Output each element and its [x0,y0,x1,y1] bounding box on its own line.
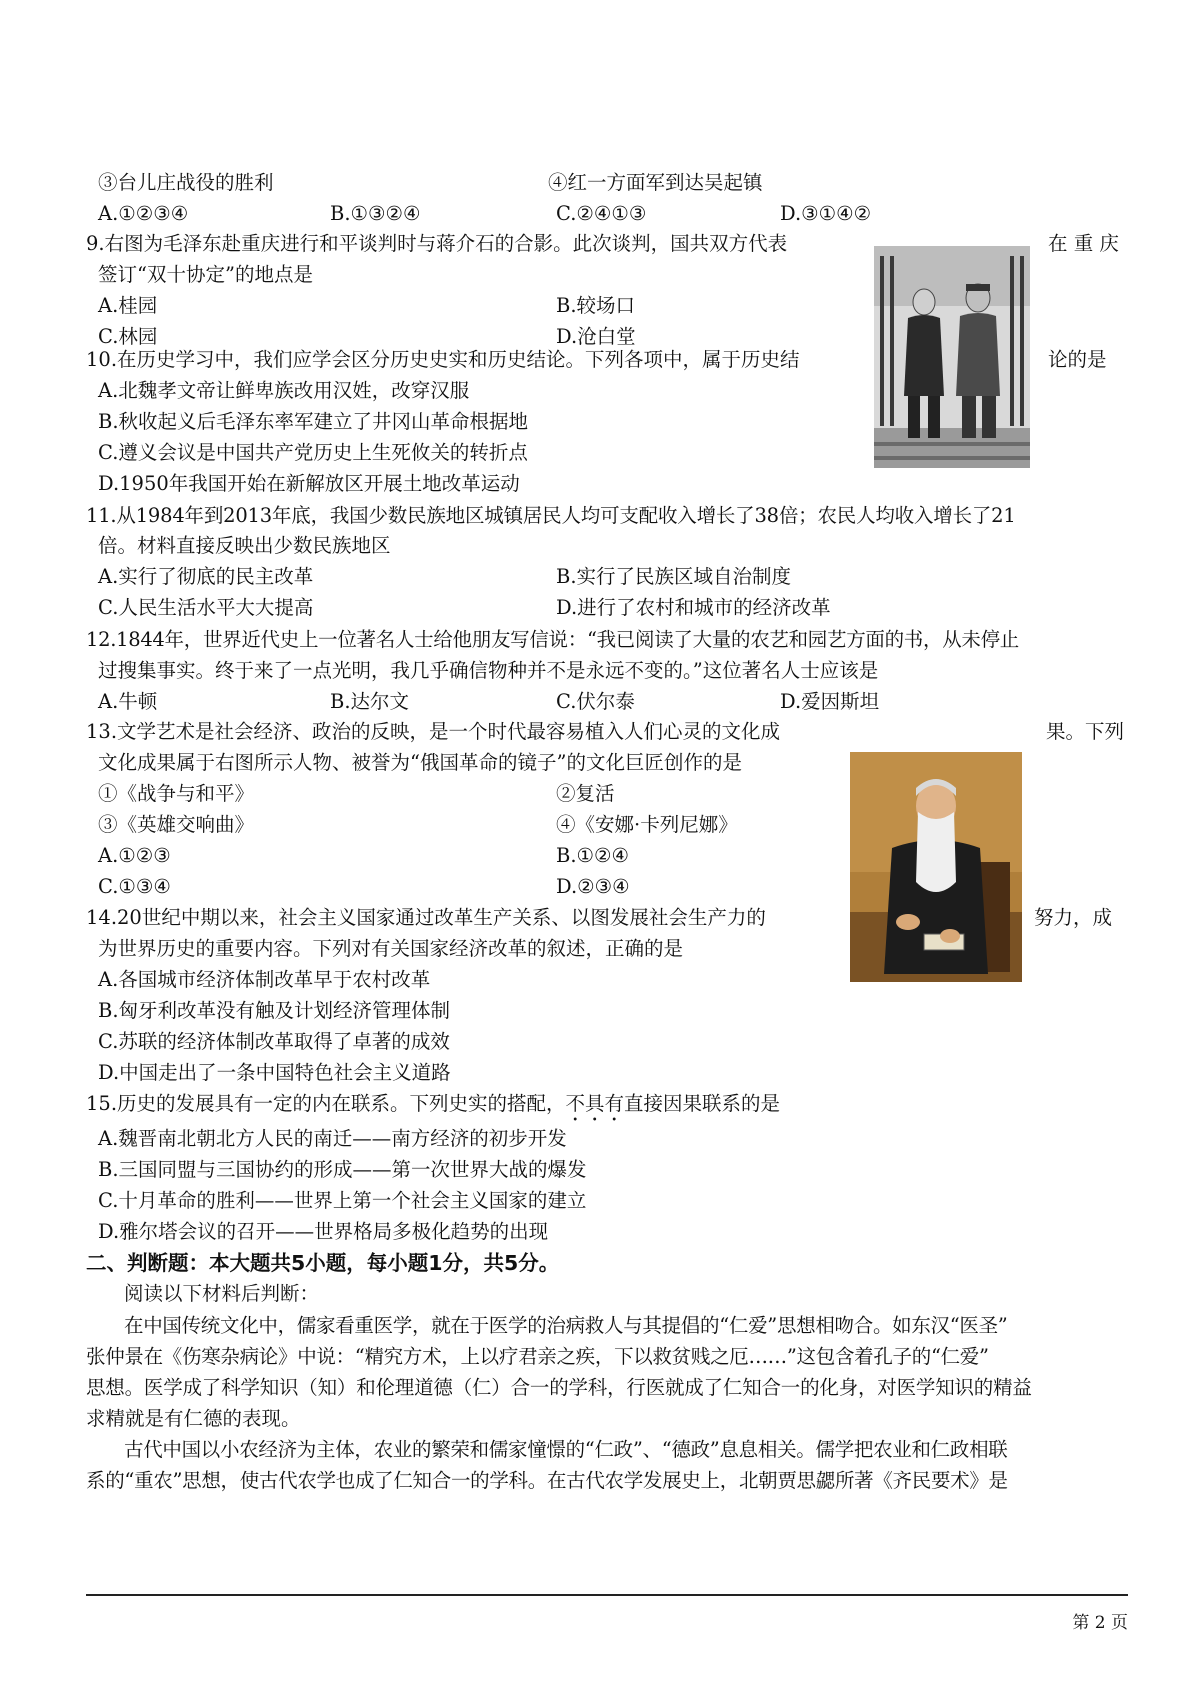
q10-stem-line1: 10.在历史学习中，我们应学会区分历史史实和历史结论。下列各项中，属于历史结 [86,348,800,371]
q10-choice-c: C.遵义会议是中国共产党历史上生死攸关的转折点 [98,441,528,464]
footer-rule [86,1594,1128,1596]
q14-stem-line2: 为世界历史的重要内容。下列对有关国家经济改革的叙述，正确的是 [98,937,684,960]
material-p1-line4: 求精就是有仁德的表现。 [86,1407,301,1430]
q13-item-3: ③《英雄交响曲》 [98,813,255,836]
q13-choice-b: B.①②④ [556,844,629,867]
q11-choice-c: C.人民生活水平大大提高 [98,596,314,619]
q15-stem-post: 直接因果联系的是 [624,1092,781,1115]
material-p1-line3: 思想。医学成了科学知识（知）和伦理道德（仁）合一的学科，行医就成了仁知合一的化身，对医学知识的精益 [86,1376,1032,1399]
q10-stem-line1-end: 论的是 [1048,348,1107,371]
q12-choice-d: D.爱因斯坦 [780,690,880,713]
q13-stem-line1-end: 果。下列 [1046,720,1125,743]
q8-option-3: ③台儿庄战役的胜利 [98,171,274,194]
q15-choice-d: D.雅尔塔会议的召开——世界格局多极化趋势的出现 [98,1220,549,1243]
page-number: 第 2 页 [1072,1613,1128,1633]
q13-item-1: ①《战争与和平》 [98,782,255,805]
q12-choice-a: A.牛顿 [98,690,158,713]
q15-choice-b: B.三国同盟与三国协约的形成——第一次世界大战的爆发 [98,1158,587,1181]
q9-stem-line1-end: 在 重 庆 [1048,232,1119,255]
q13-choice-d: D.②③④ [556,875,630,898]
q14-stem-line1-end: 努力，成 [1034,906,1113,929]
q13-choice-c: C.①③④ [98,875,171,898]
q9-choice-a: A.桂园 [98,294,158,317]
q8-choice-d: D.③①④② [780,202,872,225]
material-p2-line1: 古代中国以小农经济为主体，农业的繁荣和儒家憧憬的“仁政”、“德政”息息相关。儒学把农业和仁政相联 [124,1438,1008,1461]
q11-choice-a: A.实行了彻底的民主改革 [98,565,314,588]
q8-choice-a: A.①②③④ [98,202,189,225]
q14-choice-b: B.匈牙利改革没有触及计划经济管理体制 [98,999,451,1022]
q13-item-2: ②复活 [556,782,615,805]
q15-stem-emphasis: 不具有 [565,1092,625,1115]
q9-stem-line1: 9.右图为毛泽东赴重庆进行和平谈判时与蒋介石的合影。此次谈判，国共双方代表 [86,232,788,255]
q10-choice-a: A.北魏孝文帝让鲜卑族改用汉姓，改穿汉服 [98,379,470,402]
q13-item-4: ④《安娜·卡列尼娜》 [556,813,738,836]
mao-chiang-photo [874,246,1030,468]
q8-option-4: ④红一方面军到达吴起镇 [548,171,763,194]
q11-choice-d: D.进行了农村和城市的经济改革 [556,596,831,619]
q10-choice-d: D.1950年我国开始在新解放区开展土地改革运动 [98,472,520,495]
material-p2-line2: 系的“重农”思想，使古代农学也成了仁知合一的学科。在古代农学发展史上，北朝贾思勰所著《齐民要术》是 [86,1469,1008,1492]
q8-choice-b: B.①③②④ [330,202,421,225]
q9-stem-line2: 签订“双十协定”的地点是 [98,263,313,286]
q11-stem-line2: 倍。材料直接反映出少数民族地区 [98,534,391,557]
tolstoy-portrait [850,752,1022,982]
q12-stem-line1: 12.1844年，世界近代史上一位著名人士给他朋友写信说：“我已阅读了大量的农艺和园艺方面的书，从未停止 [86,628,1020,651]
q15-stem-line1 [86,1092,780,1126]
q14-choice-d: D.中国走出了一条中国特色社会主义道路 [98,1061,451,1084]
q15-stem-pre: 15.历史的发展具有一定的内在联系。下列史实的搭配， [86,1092,566,1115]
q14-choice-c: C.苏联的经济体制改革取得了卓著的成效 [98,1030,450,1053]
q14-stem-line1: 14.20世纪中期以来，社会主义国家通过改革生产关系、以图发展社会生产力的 [86,906,766,929]
q14-choice-a: A.各国城市经济体制改革早于农村改革 [98,968,431,991]
q10-choice-b: B.秋收起义后毛泽东率军建立了井冈山革命根据地 [98,410,529,433]
q11-stem-line1: 11.从1984年到2013年底，我国少数民族地区城镇居民人均可支配收入增长了38倍；农民人均收入增长了21 [86,504,1016,527]
material-p1-line2: 张仲景在《伤寒杂病论》中说：“精究方术，上以疗君亲之疾，下以救贫贱之厄……”这包含着孔子的“仁爱” [86,1345,989,1368]
q8-choice-c: C.②④①③ [556,202,647,225]
q12-stem-line2: 过搜集事实。终于来了一点光明，我几乎确信物种并不是永远不变的。”这位著名人士应该是 [98,659,879,682]
q15-choice-a: A.魏晋南北朝北方人民的南迁——南方经济的初步开发 [98,1127,567,1150]
q11-choice-b: B.实行了民族区域自治制度 [556,565,792,588]
q12-choice-b: B.达尔文 [330,690,410,713]
q13-choice-a: A.①②③ [98,844,171,867]
q12-choice-c: C.伏尔泰 [556,690,635,713]
q9-choice-d: D.沧白堂 [556,325,636,348]
q13-stem-line2: 文化成果属于右图所示人物、被誉为“俄国革命的镜子”的文化巨匠创作的是 [98,751,742,774]
section2-intro: 阅读以下材料后判断： [124,1282,320,1305]
q9-choice-b: B.较场口 [556,294,636,317]
q13-stem-line1: 13.文学艺术是社会经济、政治的反映，是一个时代最容易植入人们心灵的文化成 [86,720,781,743]
material-p1-line1: 在中国传统文化中，儒家看重医学，就在于医学的治病救人与其提倡的“仁爱”思想相吻合。如东汉“医圣” [124,1314,1008,1337]
q15-choice-c: C.十月革命的胜利——世界上第一个社会主义国家的建立 [98,1189,587,1212]
section2-heading: 二、判断题：本大题共5小题，每小题1分，共5分。 [86,1251,560,1275]
q9-choice-c: C.林园 [98,325,158,348]
